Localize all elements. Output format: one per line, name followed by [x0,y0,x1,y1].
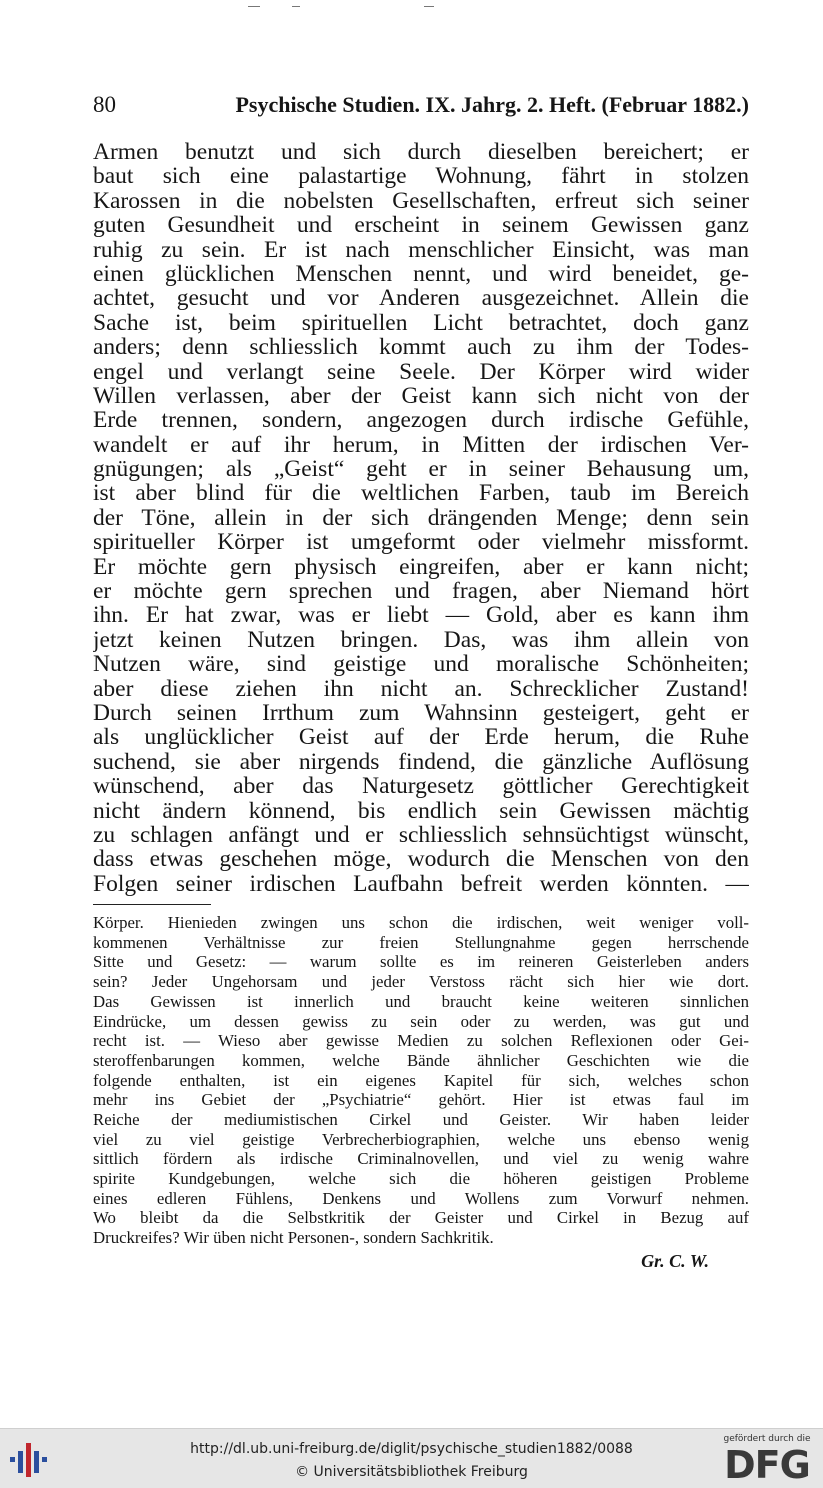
source-url[interactable]: http://dl.ub.uni-freiburg.de/diglit/psychische_studien1882/0088 [190,1441,633,1457]
text-line: anders; denn schliesslich kommt auch zu ihm der Todes- [93,335,749,360]
text-line: wünschend, aber das Naturgesetz göttlicher Gerechtigkeit [93,774,749,799]
text-line: jetzt keinen Nutzen bringen. Das, was ihm allein von [93,627,749,653]
running-header [93,92,749,128]
footnote-line: kommenen Verhältnisse zur freien Stellungnahme gegen herrschende [93,932,749,952]
footnote-line: Sitte und Gesetz: — warum sollte es im reineren Geisterleben anders [93,952,749,972]
text-line: Folgen seiner irdischen Laufbahn befreit werden könnten. — [93,871,749,897]
text-line: Willen verlassen, aber der Geist kann sich nicht von der [93,383,749,409]
text-line: ihn. Er hat zwar, was er liebt — Gold, aber es kann ihm [93,603,749,628]
page-number: 80 [93,92,116,117]
text-line: der Töne, allein in der sich drängenden Menge; denn sein [93,505,749,531]
dfg-logo: DFG [724,1443,810,1487]
text-line: aber diese ziehen ihn nicht an. Schrecklicher Zustand! [93,676,749,701]
text-line: als unglücklicher Geist auf der Erde herum, die Ruhe [93,725,749,750]
scan-edge-marks [248,6,448,12]
footnote-line: steroffenbarungen kommen, welche Bände ähnlicher Geschichten wie die [93,1050,749,1070]
text-line: er möchte gern sprechen und fragen, aber Niemand hört [93,579,749,604]
running-title: Psychische Studien. IX. Jahrg. 2. Heft. (Februar 1882.) [235,92,749,117]
footnote-line: spirite Kundgebungen, welche sich die höheren geistigen Probleme [93,1169,749,1189]
text-line: Armen benutzt und sich durch dieselben bereichert; er [93,140,749,165]
text-line: ruhig zu sein. Er ist nach menschlicher Einsicht, was man [93,237,749,262]
text-line: Karossen in die nobelsten Gesellschaften, erfreut sich seiner [93,188,749,214]
text-line: wandelt er auf ihr herum, in Mitten der irdischen Ver- [93,432,749,458]
funder-caption: gefördert durch die [723,1434,811,1444]
text-line: zu schlagen anfängt und er schliesslich sehnsüchtigst wünscht, [93,822,749,848]
footnote-line: Wo bleibt da die Selbstkritik der Geister und Cirkel in Bezug auf [93,1208,749,1228]
text-line: gnügungen; als „Geist“ geht er in seiner Behausung um, [93,457,749,482]
text-line: ist aber blind für die weltlichen Farben, taub im Bereich [93,481,749,506]
text-line: Sache ist, beim spirituellen Licht betrachtet, doch ganz [93,310,749,336]
footnote-line: viel zu viel geistige Verbrecherbiographien, welche uns ebenso wenig [93,1129,749,1149]
footnote-line: mehr ins Gebiet der „Psychiatrie“ gehört. Hier ist etwas faul im [93,1090,749,1110]
footnote-line: Das Gewissen ist innerlich und braucht keine weiteren sinnlichen [93,991,749,1011]
footnote-line: Druckreifes? Wir üben nicht Personen-, sondern Sachkritik. [93,1228,494,1248]
text-line: baut sich eine palastartige Wohnung, fährt in stolzen [93,164,749,189]
copyright-notice: © Universitätsbibliothek Freiburg [295,1464,528,1480]
footnote-rule [93,904,211,905]
book-page [93,92,749,1272]
footnote-line: Reiche der mediumistischen Cirkel und Geister. Wir haben leider [93,1109,749,1129]
text-line: nicht ändern könnend, bis endlich sein Gewissen mächtig [93,798,749,823]
footnote-line: recht ist. — Wieso aber gewisse Medien zu solchen Reflexionen oder Gei- [93,1031,749,1051]
footnote-line: folgende enthalten, ist ein eigenes Kapitel für sich, welches schon [93,1070,749,1090]
text-line: Nutzen wäre, sind geistige und moralische Schönheiten; [93,652,749,677]
text-line: Durch seinen Irrthum zum Wahnsinn gesteigert, geht er [93,700,749,726]
footnote-line: Körper. Hienieden zwingen uns schon die irdischen, weit weniger voll- [93,913,749,933]
text-line: Er möchte gern physisch eingreifen, aber er kann nicht; [93,554,749,580]
signature: Gr. C. W. [641,1250,709,1271]
footer-bar [0,1428,823,1488]
text-line: dass etwas geschehen möge, wodurch die Menschen von den [93,847,749,872]
footnote-line: eines edleren Fühlens, Denkens und Wollens zum Vorwurf nehmen. [93,1188,749,1208]
footnote-line: Eindrücke, um dessen gewiss zu sein oder zu werden, was gut und [93,1011,749,1031]
main-text [93,140,749,896]
footnote-line: sein? Jeder Ungehorsam und jeder Verstoss rächt sich hier wie dort. [93,972,749,992]
text-line: achtet, gesucht und vor Anderen ausgezeichnet. Allein die [93,286,749,311]
text-line: guten Gesundheit und erscheint in seinem Gewissen ganz [93,213,749,238]
footnote [93,913,749,1248]
text-line: suchend, sie aber nirgends findend, die gänzliche Auflösung [93,749,749,775]
text-line: engel und verlangt seine Seele. Der Körper wird wider [93,359,749,384]
text-line: spiritueller Körper ist umgeformt oder vielmehr missformt. [93,530,749,555]
text-line: Erde trennen, sondern, angezogen durch irdische Gefühle, [93,408,749,433]
footnote-line: sittlich fördern als irdische Criminalnovellen, und viel zu wenig wahre [93,1149,749,1169]
text-line: einen glücklichen Menschen nennt, und wird beneidet, ge- [93,261,749,287]
